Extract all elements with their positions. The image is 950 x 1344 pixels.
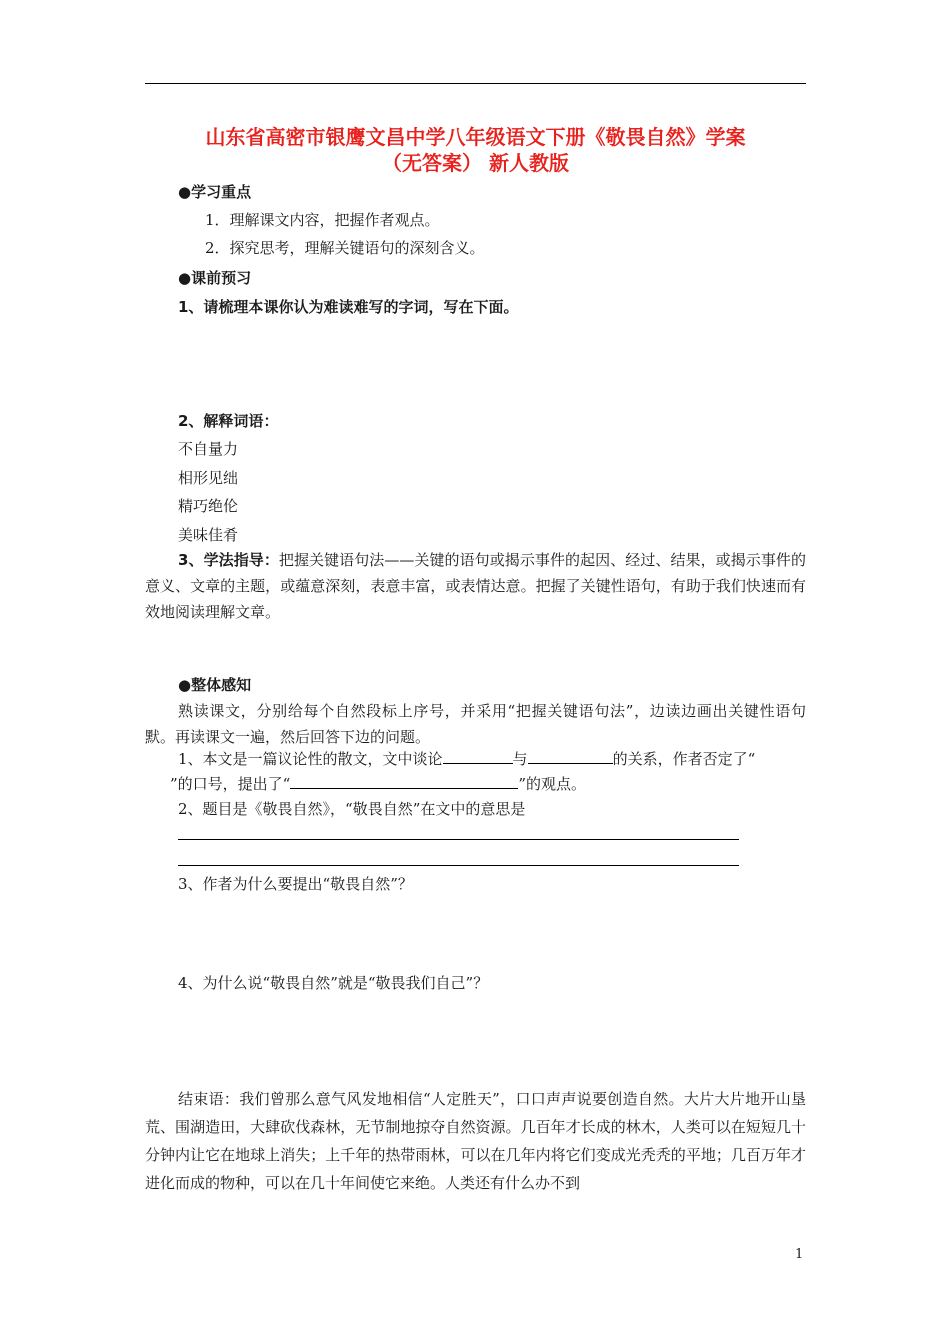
vocab-word-2: 相形见绌 [178, 469, 239, 487]
vocab-word-3: 精巧绝伦 [178, 497, 239, 515]
method-guide-text: 把握关键语句法——关键的语句或揭示事件的起因、经过、结果，或揭示事件的意义、文章的主题，或蕴意深刻，表意丰富，或表情达意。把握了关键性语句，有助于我们快速而有效地阅读理解文章。 [145, 551, 806, 621]
overall-question-1-line-2 [170, 773, 586, 795]
q1-text-b: 与 [512, 750, 528, 768]
preview-question-2: 2、解释词语： [178, 412, 279, 430]
header-rule [145, 83, 806, 84]
document-title-line-2: （无答案） 新人教版 [382, 151, 569, 175]
document-title-line-1: 山东省高密市银鹰文昌中学八年级语文下册《敬畏自然》学案 [205, 125, 746, 149]
heading-learning-focus: ●学习重点 [178, 183, 252, 201]
heading-overall: ●整体感知 [178, 676, 252, 694]
answer-blank-1[interactable] [443, 748, 513, 764]
overall-question-3: 3、作者为什么要提出“敬畏自然”？ [178, 875, 413, 893]
method-guide-paragraph [145, 547, 806, 625]
overall-question-2: 2、题目是《敬畏自然》，“敬畏自然”在文中的意思是 [178, 800, 526, 818]
overall-intro: 熟读课文，分别给每个自然段标上序号，并采用“把握关键语句法”，边读边画出关键性语句默。再读课文一遍，然后回答下边的问题。 [145, 702, 806, 746]
q1-text-a: 1、本文是一篇议论性的散文，文中谈论 [178, 750, 443, 768]
answer-line-2[interactable] [178, 865, 739, 866]
heading-preview: ●课前预习 [178, 269, 252, 287]
conclusion-paragraph: 结束语：我们曾那么意气风发地相信“人定胜天”，口口声声说要创造自然。大片大片地开山垦荒、围湖造田，大肆砍伐森林，无节制地掠夺自然资源。几百年才长成的林木，人类可以在短短几十分钟内让它在地球上消失；上千年的热带雨林，可以在几年内将它们变成光秃秃的平地；几百万年才进化而成的物种，可以在几十年间使它来绝。人类还有什么办不到 [145, 1090, 806, 1192]
page-number: 1 [795, 1247, 804, 1262]
q1-text-d: ”的口号，提出了“ [170, 775, 291, 793]
answer-blank-3[interactable] [290, 773, 518, 789]
q1-text-e: ”的观点。 [518, 775, 587, 793]
vocab-word-1: 不自量力 [178, 440, 239, 458]
answer-line-1[interactable] [178, 839, 739, 840]
preview-question-1: 1、请梳理本课你认为难读难写的字词，写在下面。 [178, 298, 519, 316]
method-guide-label: 3、学法指导： [178, 551, 279, 569]
answer-blank-2[interactable] [528, 748, 613, 764]
focus-item-2: 2．探究思考，理解关键语句的深刻含义。 [205, 239, 485, 257]
focus-item-1: 1．理解课文内容，把握作者观点。 [205, 211, 440, 229]
overall-question-1-line-1 [178, 748, 755, 770]
overall-question-4: 4、为什么说“敬畏自然”就是“敬畏我们自己”？ [178, 974, 489, 992]
q1-text-c: 的关系，作者否定了“ [612, 750, 756, 768]
vocab-word-4: 美味佳肴 [178, 526, 239, 544]
